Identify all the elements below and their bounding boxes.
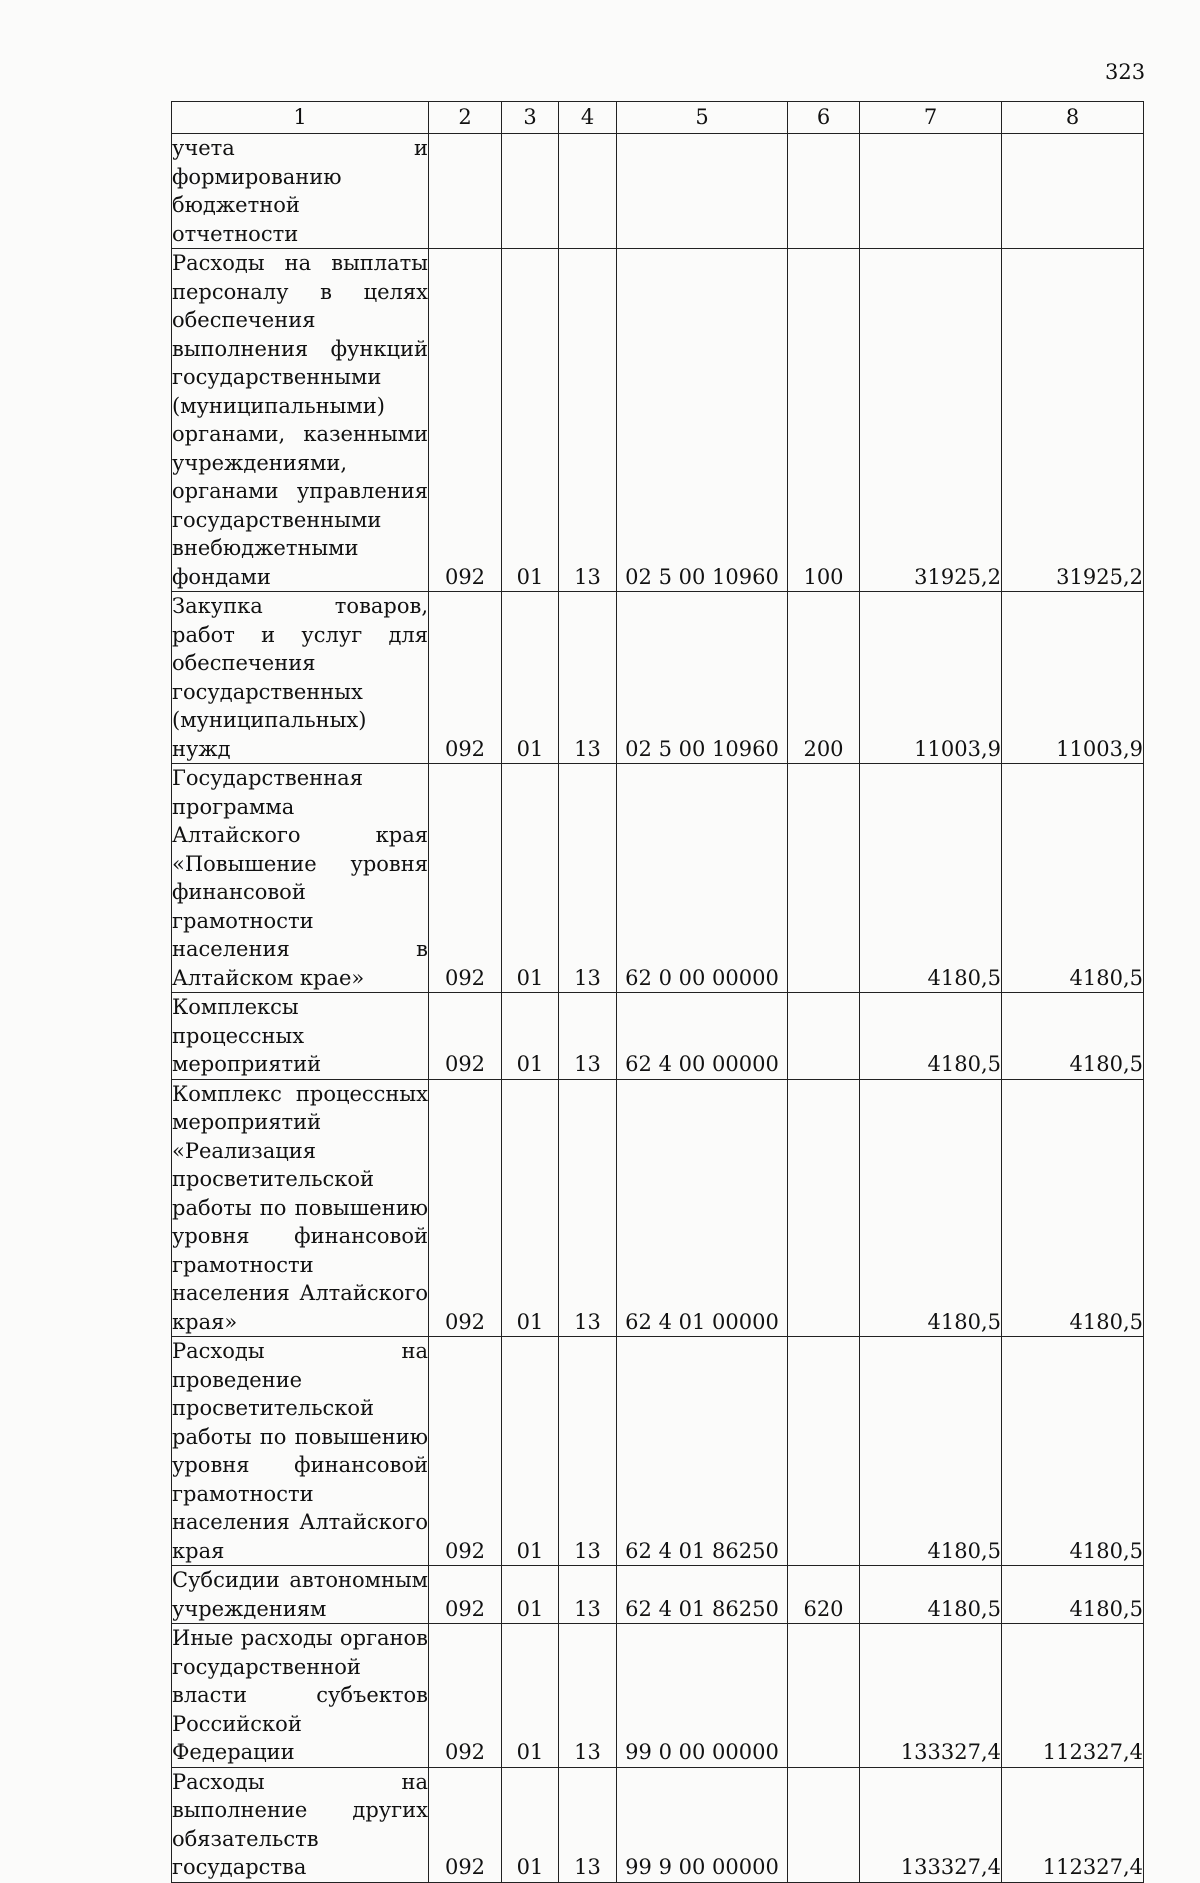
cell-col8: 112327,4	[1002, 1624, 1144, 1768]
row-name: Субсидии автономным учреждениям	[172, 1566, 429, 1624]
cell-col2: 092	[429, 1767, 502, 1882]
cell-col7: 4180,5	[860, 1079, 1002, 1337]
cell-col4: 13	[559, 1566, 617, 1624]
cell-col6: 620	[788, 1566, 860, 1624]
cell-col7: 4180,5	[860, 1337, 1002, 1566]
row-name: Расходы на проведение просветительской работы по повышению уровня финансовой грамотности населения Алтайского края	[172, 1337, 429, 1566]
cell-col8: 4180,5	[1002, 993, 1144, 1080]
col-header-3: 3	[502, 102, 559, 134]
row-name: Иные расходы органов государственной власти субъектов Российской Федерации	[172, 1624, 429, 1768]
cell-col7: 4180,5	[860, 993, 1002, 1080]
cell-col2: 092	[429, 1079, 502, 1337]
cell-col6	[788, 1767, 860, 1882]
cell-col6	[788, 1624, 860, 1768]
table-row	[172, 1079, 1144, 1337]
cell-col6: 100	[788, 249, 860, 592]
cell-col4: 13	[559, 1337, 617, 1566]
col-header-2: 2	[429, 102, 502, 134]
table-row	[172, 1767, 1144, 1882]
cell-col5: 62 4 01 00000	[617, 1079, 788, 1337]
row-name: Закупка товаров, работ и услуг для обеспечения государственных (муниципальных) нужд	[172, 592, 429, 764]
cell-col2: 092	[429, 1624, 502, 1768]
cell-col5	[617, 134, 788, 249]
table-row	[172, 134, 1144, 249]
cell-col5: 99 0 00 00000	[617, 1624, 788, 1768]
cell-col8	[1002, 134, 1144, 249]
cell-col3: 01	[502, 249, 559, 592]
cell-col7: 133327,4	[860, 1624, 1002, 1768]
cell-col2: 092	[429, 592, 502, 764]
cell-col3: 01	[502, 592, 559, 764]
cell-col3: 01	[502, 993, 559, 1080]
cell-col4	[559, 134, 617, 249]
row-name: Комплекс процессных мероприятий «Реализация просветительской работы по повышению уровня финансовой грамотности населения Алтайского края»	[172, 1079, 429, 1337]
cell-col4: 13	[559, 249, 617, 592]
cell-col8: 4180,5	[1002, 1566, 1144, 1624]
budget-table	[171, 101, 1144, 1883]
cell-col4: 13	[559, 1624, 617, 1768]
cell-col7: 4180,5	[860, 1566, 1002, 1624]
cell-col3: 01	[502, 1079, 559, 1337]
row-name: Комплексы процессных мероприятий	[172, 993, 429, 1080]
table-row	[172, 1566, 1144, 1624]
table-row	[172, 1337, 1144, 1566]
cell-col5: 99 9 00 00000	[617, 1767, 788, 1882]
cell-col2: 092	[429, 993, 502, 1080]
cell-col6	[788, 993, 860, 1080]
col-header-7: 7	[860, 102, 1002, 134]
cell-col4: 13	[559, 1079, 617, 1337]
cell-col7: 4180,5	[860, 764, 1002, 993]
cell-col3: 01	[502, 1767, 559, 1882]
cell-col3: 01	[502, 1624, 559, 1768]
cell-col5: 62 4 01 86250	[617, 1566, 788, 1624]
cell-col7	[860, 134, 1002, 249]
table-row	[172, 592, 1144, 764]
cell-col4: 13	[559, 993, 617, 1080]
cell-col4: 13	[559, 764, 617, 993]
table-row	[172, 249, 1144, 592]
table-row	[172, 993, 1144, 1080]
cell-col8: 11003,9	[1002, 592, 1144, 764]
cell-col5: 62 0 00 00000	[617, 764, 788, 993]
cell-col7: 31925,2	[860, 249, 1002, 592]
cell-col4: 13	[559, 1767, 617, 1882]
cell-col6: 200	[788, 592, 860, 764]
cell-col5: 02 5 00 10960	[617, 249, 788, 592]
table-row	[172, 1624, 1144, 1768]
page-number: 323	[1105, 60, 1146, 84]
cell-col5: 02 5 00 10960	[617, 592, 788, 764]
cell-col8: 4180,5	[1002, 764, 1144, 993]
table-row	[172, 764, 1144, 993]
cell-col3: 01	[502, 1337, 559, 1566]
cell-col3	[502, 134, 559, 249]
col-header-4: 4	[559, 102, 617, 134]
cell-col6	[788, 764, 860, 993]
cell-col6	[788, 134, 860, 249]
header-row	[172, 102, 1144, 134]
cell-col2: 092	[429, 249, 502, 592]
col-header-5: 5	[617, 102, 788, 134]
col-header-1: 1	[172, 102, 429, 134]
col-header-6: 6	[788, 102, 860, 134]
cell-col8: 31925,2	[1002, 249, 1144, 592]
cell-col5: 62 4 00 00000	[617, 993, 788, 1080]
cell-col4: 13	[559, 592, 617, 764]
row-name: Государственная программа Алтайского края «Повышение уровня финансовой грамотности населения в Алтайском крае»	[172, 764, 429, 993]
cell-col3: 01	[502, 764, 559, 993]
cell-col2: 092	[429, 764, 502, 993]
cell-col6	[788, 1079, 860, 1337]
cell-col2: 092	[429, 1566, 502, 1624]
cell-col2: 092	[429, 1337, 502, 1566]
cell-col8: 4180,5	[1002, 1079, 1144, 1337]
row-name: Расходы на выплаты персоналу в целях обеспечения выполнения функций государственными (муниципальными) органами, казенными учреждениями, органами управления государственными внебюджетными фондами	[172, 249, 429, 592]
row-name: учета и формированию бюджетной отчетности	[172, 134, 429, 249]
col-header-8: 8	[1002, 102, 1144, 134]
cell-col7: 133327,4	[860, 1767, 1002, 1882]
cell-col7: 11003,9	[860, 592, 1002, 764]
cell-col8: 112327,4	[1002, 1767, 1144, 1882]
cell-col6	[788, 1337, 860, 1566]
row-name: Расходы на выполнение других обязательств государства	[172, 1767, 429, 1882]
cell-col5: 62 4 01 86250	[617, 1337, 788, 1566]
cell-col3: 01	[502, 1566, 559, 1624]
cell-col2	[429, 134, 502, 249]
cell-col8: 4180,5	[1002, 1337, 1144, 1566]
